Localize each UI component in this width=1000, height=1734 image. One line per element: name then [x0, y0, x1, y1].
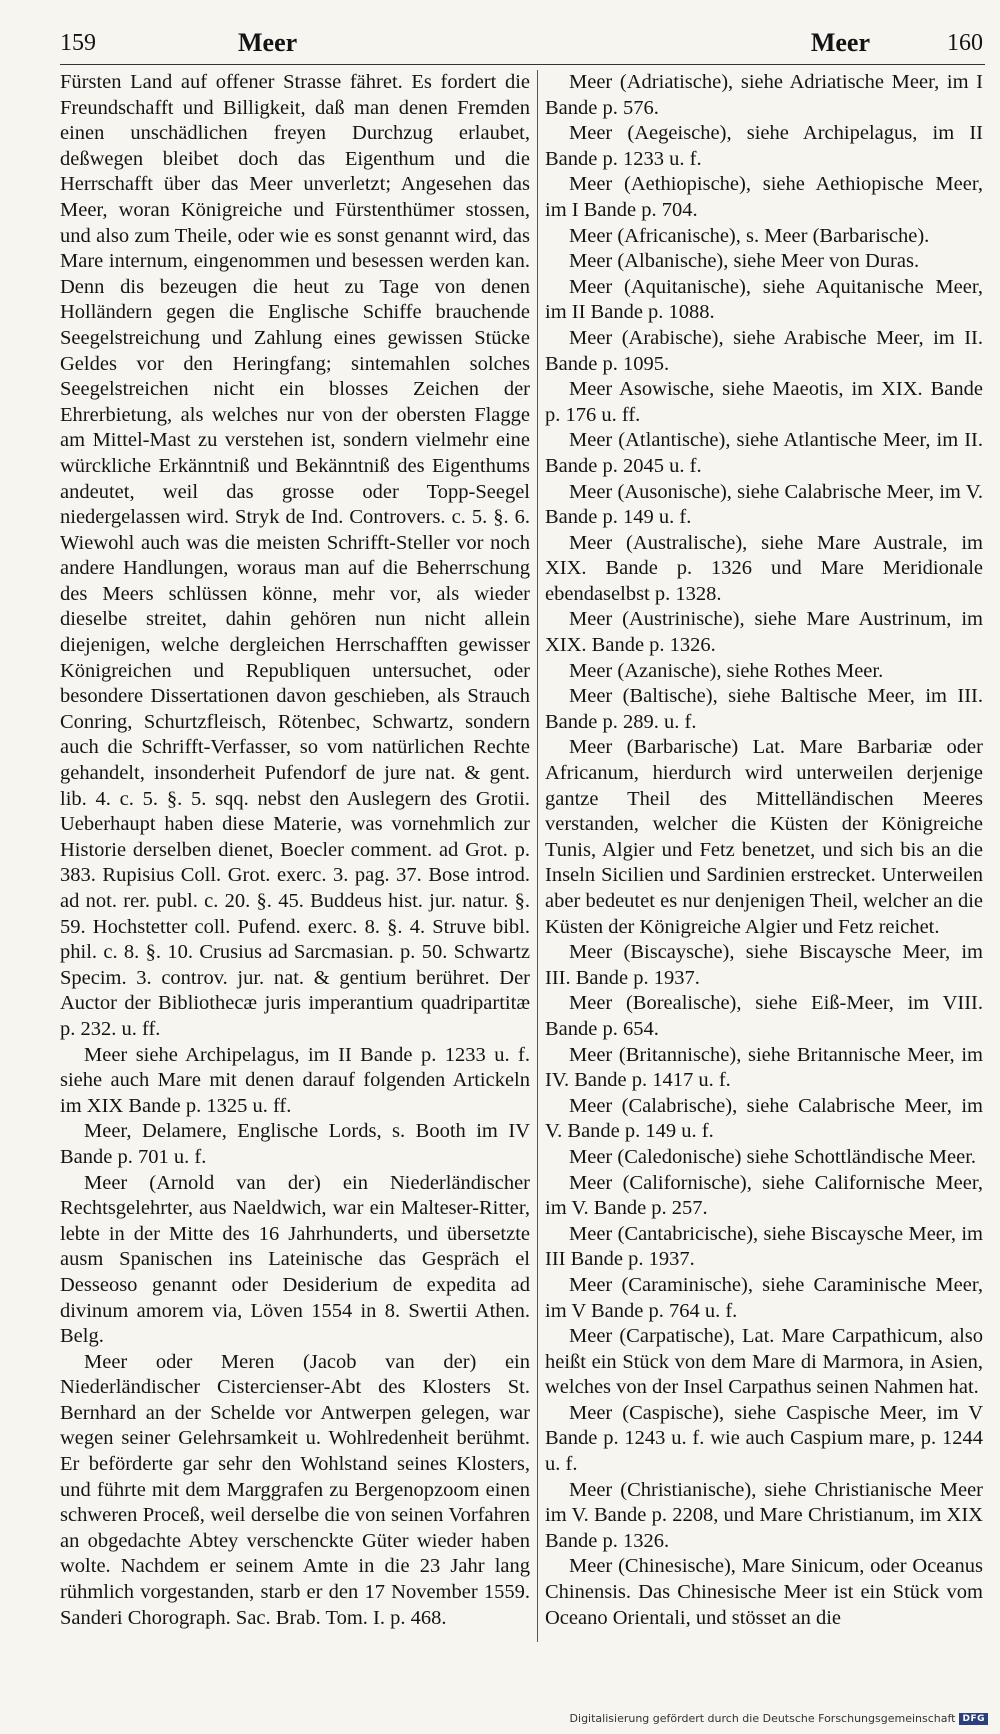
credit-text: Digitalisierung gefördert durch die Deutsche Forschungsgemeinschaft: [569, 1712, 956, 1725]
entry-paragraph: Meer (Californische), siehe Californische Meer, im V. Bande p. 257.: [545, 1171, 983, 1220]
entry-paragraph: Meer (Carpatische), Lat. Mare Carpathicum, also heißt ein Stück von dem Mare di Marmora, in Asien, welches von der Insel Carpathus seinen Nahmen hat.: [545, 1325, 983, 1399]
entry-paragraph: Meer (Arabische), siehe Arabische Meer, im II. Bande p. 1095.: [545, 326, 983, 375]
entry-paragraph: Meer (Ausonische), siehe Calabrische Meer, im V. Bande p. 149 u. f.: [545, 480, 983, 529]
entry-paragraph: Fürsten Land auf offener Strasse fähret. Es fordert die Freundschafft und Billigkeit, daß man denen Fremden einen unschädlichen freyen Durchzug erlaubet, deßwegen bleibet doch das Eigenthum und die Herrschafft über das Meer unverletzt; Angesehen das Meer, woran Königreiche und Fürstenthümer stossen, und also zum Theile, oder wie es sonst genannt wird, das Mare internum, eingenommen und besessen werden kan. Denn dis bezeugen die heut zu Tage von denen Holländern gegen die Englische Schiffe brauchende Seegelstreichung und Zahlung eines gewissen Stücke Geldes vor den Heringfang; sintemahlen solches Seegelstreichen nicht ein blosses Zeichen der Ehrerbietung, als welches nur von der obersten Flagge am Mittel-Mast zu verstehen ist, sondern vielmehr eine würckliche Erkänntniß und Bekänntniß des Eigenthums andeutet, weil das grosse oder Topp-Seegel niedergelassen wird. Stryk de Ind. Controvers. c. 5. §. 6. Wiewohl auch was die meisten Schrifft-Steller vor noch andere Handlungen, woraus man auf die Beherrschung des Meers schlüssen könne, mehr vor, als wieder dieselbe streitet, dahin gehören nun nicht allein diejenigen, welche dergleichen Herrschafften gewisser Königreichen und Republiquen untersuchet, oder besondere Dissertationen davon geschieben, als Strauch Conring, Schurtzfleisch, Rötenbec, Schwartz, sondern auch die Schrifft-Verfasser, so vom natürlichen Rechte gehandelt, insonderheit Pufendorf de jure nat. & gent. lib. 4. c. 5. §. 5. sqq. nebst den Auslegern des Grotii. Ueberhaupt haben diese Materie, was vornehmlich zur Historie derselben dienet, Boecler comment. ad Grot. p. 383. Rupisius Coll. Grot. exerc. 3. pag. 37. Bose introd. ad not. rer. publ. c. 20. §. 45. Buddeus hist. jur. natur. §. 59. Hochstetter coll. Pufend. exerc. 8. §. 4. Struve bibl. phil. c. 8. §. 10. Crusius ad Sarcmasian. p. 50. Schwartz Specim. 3. controv. jur. nat. & gentium berühret. Der Auctor der Bibliothecæ juris imperantium quadripartitæ p. 232. u. ff.: [60, 71, 530, 1040]
entry-paragraph: Meer (Aquitanische), siehe Aquitanische Meer, im II Bande p. 1088.: [545, 275, 983, 324]
right-column: [545, 70, 983, 1642]
entry-paragraph: Meer (Aethiopische), siehe Aethiopische Meer, im I Bande p. 704.: [545, 173, 983, 221]
entry-paragraph: Meer (Atlantische), siehe Atlantische Meer, im II. Bande p. 2045 u. f.: [545, 429, 983, 477]
entry-paragraph: Meer (Australische), siehe Mare Australe, im XIX. Bande p. 1326 und Mare Meridionale ebendaselbst p. 1328.: [545, 531, 983, 605]
entry-paragraph: Meer siehe Archipelagus, im II Bande p. 1233 u. f. siehe auch Mare mit denen darauf folgenden Artickeln im XIX Bande p. 1325 u. ff.: [60, 1043, 530, 1117]
page-header: [60, 28, 985, 65]
right-page-number: 160: [947, 30, 983, 56]
right-running-headword: Meer: [810, 28, 870, 57]
entry-paragraph: Meer (Britannische), siehe Britannische Meer, im IV. Bande p. 1417 u. f.: [545, 1043, 983, 1092]
left-page-number: 159: [60, 30, 96, 56]
entry-paragraph: Meer (Barbarische) Lat. Mare Barbariæ oder Africanum, hierdurch wird unterweilen derjenige gantze Theil des Mittelländischen Meeres verstanden, welcher die Küsten der Königreiche Tunis, Algier und Fetz benetzet, und sich bis an die Inseln Sicilien und Sardinien erstrecket. Unterweilen aber bedeutet es nur denjenigen Theil, welcher an die Küsten der Königreiche Algier und Fetz reichet.: [545, 736, 983, 938]
entry-paragraph: Meer (Aegeische), siehe Archipelagus, im II Bande p. 1233 u. f.: [545, 122, 983, 170]
digitization-credit: [570, 1712, 988, 1725]
entry-paragraph: Meer (Albanische), siehe Meer von Duras.: [569, 250, 920, 273]
left-column: [60, 70, 530, 1642]
entry-paragraph: Meer (Christianische), siehe Christianische Meer im V. Bande p. 2208, und Mare Christianum, im XIX Bande p. 1326.: [545, 1478, 983, 1552]
entry-paragraph: Meer (Chinesische), Mare Sinicum, oder Oceanus Chinensis. Das Chinesische Meer ist ein Stück vom Oceano Orientali, und stösset an die: [545, 1555, 983, 1629]
column-divider: [537, 70, 538, 1642]
entry-paragraph: Meer, Delamere, Englische Lords, s. Booth im IV Bande p. 701 u. f.: [60, 1120, 530, 1168]
entry-paragraph: Meer (Azanische), siehe Rothes Meer.: [569, 659, 884, 682]
entry-paragraph: Meer (Caspische), siehe Caspische Meer, im V Bande p. 1243 u. f. wie auch Caspium mare, p. 1244 u. f.: [545, 1401, 983, 1476]
entry-paragraph: Meer (Caraminische), siehe Caraminische Meer, im V Bande p. 764 u. f.: [545, 1273, 983, 1322]
entry-paragraph: Meer (Baltische), siehe Baltische Meer, im III. Bande p. 289. u. f.: [545, 685, 983, 733]
entry-paragraph: Meer (Calabrische), siehe Calabrische Meer, im V. Bande p. 149 u. f.: [545, 1094, 983, 1143]
entry-paragraph: Meer (Borealische), siehe Eiß-Meer, im VIII. Bande p. 654.: [545, 992, 983, 1040]
entry-paragraph: Meer (Africanische), s. Meer (Barbarische).: [569, 224, 930, 247]
entry-paragraph: Meer (Arnold van der) ein Niederländischer Rechtsgelehrter, aus Naeldwich, war ein Malteser-Ritter, lebte in der Mitte des 16 Jahrhunderts, und übersetzte ausm Spanischen ins Lateinische das Gespräch el Desseoso genannt oder Desiderium de expedita ad divinum amorem via, Löven 1554 in 8. Swertii Athen. Belg.: [60, 1171, 530, 1348]
entry-paragraph: Meer (Austrinische), siehe Mare Austrinum, im XIX. Bande p. 1326.: [545, 608, 983, 657]
left-running-headword: Meer: [238, 28, 298, 57]
entry-paragraph: Meer (Adriatische), siehe Adriatische Meer, im I Bande p. 576.: [545, 71, 983, 119]
entry-paragraph: Meer (Biscaysche), siehe Biscaysche Meer, im III. Bande p. 1937.: [545, 941, 983, 989]
entry-paragraph: Meer (Cantabricische), siehe Biscaysche Meer, im III Bande p. 1937.: [545, 1222, 983, 1271]
entry-paragraph: Meer (Caledonische) siehe Schottländische Meer.: [569, 1145, 977, 1168]
dfg-logo-icon: DFG: [959, 1713, 988, 1725]
entry-paragraph: Meer oder Meren (Jacob van der) ein Niederländischer Cistercienser-Abt des Klosters St. Bernhard an der Schelde vor Antwerpen gelegen, war wegen seiner Gelehrsamkeit u. Wohlredenheit berühmt. Er beförderte gar sehr den Wohlstand seines Klosters, und führte mit dem Marggrafen zu Bergenopzoom einen schweren Proceß, weil derselbe die von seinen Vorfahren an obgedachte Abtey verschenckte Güter wieder haben wolte. Nachdem er seinem Amte in die 23 Jahr lang rühmlich vorgestanden, starb er den 17 November 1559. Sanderi Chorograph. Sac. Brab. Tom. I. p. 468.: [60, 1350, 530, 1629]
entry-paragraph: Meer Asowische, siehe Maeotis, im XIX. Bande p. 176 u. ff.: [545, 378, 983, 426]
